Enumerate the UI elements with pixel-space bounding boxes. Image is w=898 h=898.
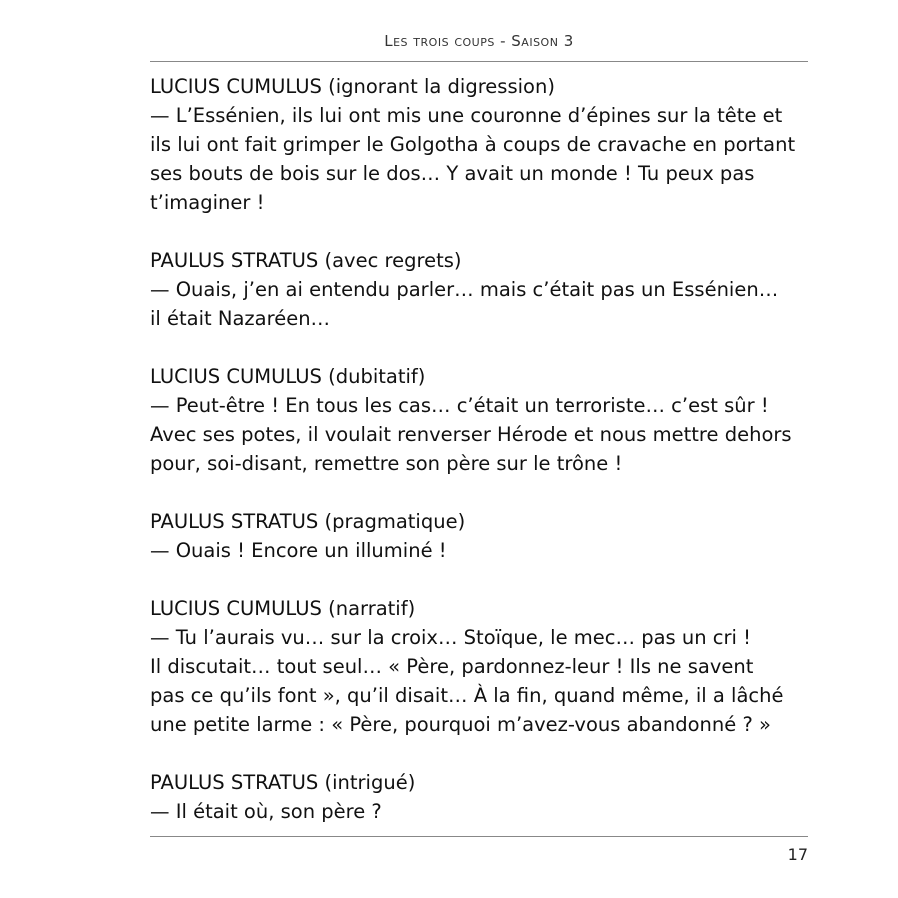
dialogue-line: t’imaginer !: [150, 191, 265, 214]
dialogue-body: [150, 72, 810, 855]
dialogue-line: — L’Essénien, ils lui ont mis une couronne d’épines sur la tête et: [150, 104, 783, 127]
speaker-line: LUCIUS CUMULUS (narratif): [150, 597, 416, 620]
speaker-line: LUCIUS CUMULUS (dubitatif): [150, 365, 426, 388]
dialogue-line: — Peut-être ! En tous les cas… c’était un terroriste… c’est sûr !: [150, 394, 769, 417]
dialogue-exchange: [150, 594, 810, 739]
dialogue-line: ils lui ont fait grimper le Golgotha à coups de cravache en portant: [150, 133, 796, 156]
running-header: Les trois coups - Saison 3: [384, 32, 574, 50]
dialogue-exchange: [150, 72, 810, 217]
dialogue-line: — Il était où, son père ?: [150, 800, 382, 823]
dialogue-line: — Ouais ! Encore un illuminé !: [150, 539, 447, 562]
dialogue-exchange: [150, 768, 810, 826]
speaker-line: PAULUS STRATUS (intrigué): [150, 771, 416, 794]
dialogue-line: une petite larme : « Père, pourquoi m’avez-vous abandonné ? »: [150, 713, 771, 736]
header-rule: [150, 61, 808, 62]
dialogue-line: pas ce qu’ils font », qu’il disait… À la fin, quand même, il a lâché: [150, 684, 784, 707]
dialogue-exchange: [150, 362, 810, 478]
speaker-line: LUCIUS CUMULUS (ignorant la digression): [150, 75, 555, 98]
dialogue-line: pour, soi-disant, remettre son père sur le trône !: [150, 452, 623, 475]
dialogue-line: ses bouts de bois sur le dos… Y avait un monde ! Tu peux pas: [150, 162, 755, 185]
page-number: 17: [787, 845, 808, 864]
speaker-line: PAULUS STRATUS (pragmatique): [150, 510, 466, 533]
footer-rule: [150, 836, 808, 837]
dialogue-line: — Ouais, j’en ai entendu parler… mais c’était pas un Essénien…: [150, 278, 779, 301]
dialogue-exchange: [150, 246, 810, 333]
dialogue-line: Il discutait… tout seul… « Père, pardonnez-leur ! Ils ne savent: [150, 655, 754, 678]
speaker-line: PAULUS STRATUS (avec regrets): [150, 249, 462, 272]
dialogue-line: — Tu l’aurais vu… sur la croix… Stoïque, le mec… pas un cri !: [150, 626, 751, 649]
dialogue-exchange: [150, 507, 810, 565]
dialogue-line: il était Nazaréen…: [150, 307, 331, 330]
dialogue-line: Avec ses potes, il voulait renverser Hérode et nous mettre dehors: [150, 423, 792, 446]
